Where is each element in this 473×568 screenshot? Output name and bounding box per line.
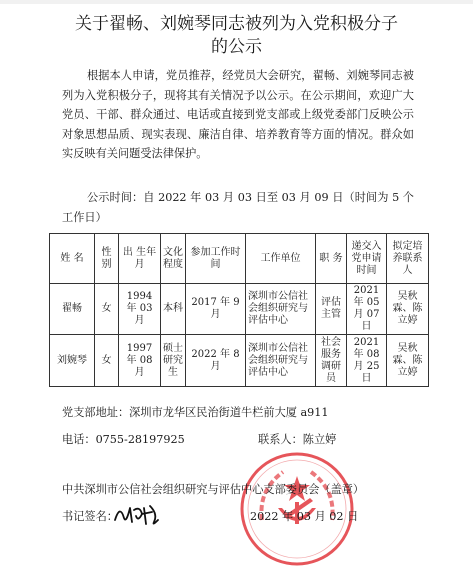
header-work-start: 参加工作时间: [186, 234, 246, 284]
cell-position: 评估主管: [316, 284, 347, 335]
top-border: [0, 0, 473, 4]
cell-work-start: 2017 年 9 月: [186, 284, 246, 335]
secretary-signature-label: 书记签名：: [62, 510, 118, 523]
cell-employer: 深圳市公信社会组织研究与评估中心: [246, 335, 316, 387]
organization-name: 中共深圳市公信社会组织研究与评估中心支部委员会（盖章）: [62, 483, 365, 496]
cell-mentors: 吴秋霖、陈立婷: [387, 335, 429, 387]
cell-name: 翟畅: [50, 284, 95, 335]
table-row: [50, 284, 429, 335]
phone-number: 电话：0755-28197925: [62, 433, 185, 446]
header-gender: 性别: [95, 234, 119, 284]
table-header-row: [50, 234, 429, 284]
cell-position: 社会服务调研员: [316, 335, 347, 387]
cell-name: 刘婉琴: [50, 335, 95, 387]
cell-work-start: 2022 年 8 月: [186, 335, 246, 387]
date: 2022 年 03 月 02 日: [250, 510, 359, 523]
cell-education: 本科: [161, 284, 186, 335]
header-name: 姓 名: [50, 234, 95, 284]
candidate-table: [49, 233, 429, 387]
header-application-date: 递交入党申请时间: [347, 234, 387, 284]
header-education: 文化程度: [161, 234, 186, 284]
table-row: [50, 335, 429, 387]
cell-employer: 深圳市公信社会组织研究与评估中心: [246, 284, 316, 335]
header-employer: 工作单位: [246, 234, 316, 284]
cell-birth: 1997 年 08 月: [119, 335, 161, 387]
cell-gender: 女: [95, 335, 119, 387]
cell-application-date: 2021 年 08 月 25 日: [347, 335, 387, 387]
cell-application-date: 2021 年 05 月 07 日: [347, 284, 387, 335]
handwritten-signature: [112, 500, 162, 528]
announcement-body: 根据本人申请，党员推荐，经党员大会研究，翟畅、刘婉琴同志被列为入党积极分子，现将其有关情况予以公示。在公示期间，欢迎广大党员、干部、群众通过、电话或直接到党支部或上级党委部门反映公示对象思想品质、现实表现、廉洁自律、培养教育等方面的情况。群众如实反映有关问题受法律保护。: [62, 69, 414, 161]
cell-gender: 女: [95, 284, 119, 335]
notice-period: 公示时间：自 2022 年 03 月 03 日至 03 月 09 日（时间为 5 个工作日）: [62, 191, 414, 224]
document-title-line2: 的公示: [211, 37, 262, 57]
cell-birth: 1994 年 03 月: [119, 284, 161, 335]
header-birth: 出 生年 月: [119, 234, 161, 284]
document-title-line1: 关于翟畅、刘婉琴同志被列为入党积极分子: [75, 14, 398, 34]
header-position: 职 务: [316, 234, 347, 284]
contact-person: 联系人：陈立婷: [258, 433, 337, 446]
header-mentors: 拟定培养联系人: [387, 234, 429, 284]
cell-mentors: 吴秋霖、陈立婷: [387, 284, 429, 335]
cell-education: 硕士研究生: [161, 335, 186, 387]
branch-address: 党支部地址：深圳市龙华区民治街道牛栏前大厦 a911: [62, 406, 329, 419]
